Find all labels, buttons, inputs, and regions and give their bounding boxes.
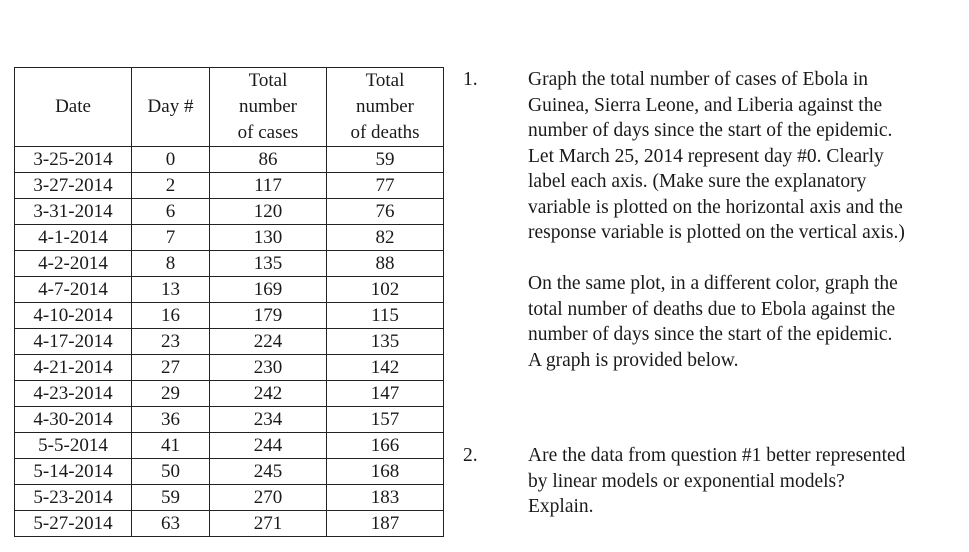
question-number: 2.: [463, 445, 478, 466]
question-line: variable is plotted on the horizontal axis and the: [528, 196, 903, 218]
cell-day: 8: [132, 251, 210, 277]
cell-deaths: 168: [327, 459, 444, 485]
cell-date: 4-1-2014: [15, 225, 132, 251]
cell-date: 4-23-2014: [15, 381, 132, 407]
cell-deaths: 142: [327, 355, 444, 381]
cell-day: 27: [132, 355, 210, 381]
table-row: [15, 251, 444, 277]
cell-cases: 224: [210, 329, 327, 355]
table-row: [15, 459, 444, 485]
cell-day: 50: [132, 459, 210, 485]
cell-date: 4-2-2014: [15, 251, 132, 277]
question-line: label each axis. (Make sure the explanatory: [528, 171, 867, 192]
cell-date: 4-10-2014: [15, 303, 132, 329]
cell-day: 6: [132, 199, 210, 225]
cell-date: 5-23-2014: [15, 485, 132, 511]
cell-cases: 86: [210, 147, 327, 173]
table-row: [15, 485, 444, 511]
cell-date: 3-27-2014: [15, 173, 132, 199]
cell-day: 2: [132, 173, 210, 199]
cell-day: 41: [132, 433, 210, 459]
cell-cases: 242: [210, 381, 327, 407]
question-number: 1.: [463, 69, 478, 90]
cell-date: 4-7-2014: [15, 277, 132, 303]
cell-day: 63: [132, 511, 210, 537]
cell-deaths: 187: [327, 511, 444, 537]
cell-cases: 234: [210, 407, 327, 433]
table-header-row: [15, 68, 444, 147]
table-row: [15, 407, 444, 433]
question-line: total number of deaths due to Ebola against the: [528, 298, 896, 320]
cell-deaths: 59: [327, 147, 444, 173]
cell-deaths: 76: [327, 199, 444, 225]
cell-day: 0: [132, 147, 210, 173]
question-line: response variable is plotted on the vertical axis.): [528, 222, 905, 243]
cell-day: 7: [132, 225, 210, 251]
cell-deaths: 88: [327, 251, 444, 277]
header-date: Date: [15, 68, 132, 147]
question-line: Let March 25, 2014 represent day #0. Clearly: [528, 145, 884, 167]
table-row: [15, 277, 444, 303]
question-line: Guinea, Sierra Leone, and Liberia against the: [528, 94, 883, 116]
cell-date: 3-25-2014: [15, 147, 132, 173]
cell-date: 3-31-2014: [15, 199, 132, 225]
question-1-text: [528, 67, 968, 373]
table-row: [15, 381, 444, 407]
header-day: Day #: [132, 68, 210, 147]
cell-date: 4-21-2014: [15, 355, 132, 381]
cell-cases: 179: [210, 303, 327, 329]
table-row: [15, 511, 444, 537]
table-row: [15, 173, 444, 199]
table-row: [15, 225, 444, 251]
cell-day: 29: [132, 381, 210, 407]
cell-deaths: 135: [327, 329, 444, 355]
cell-deaths: 77: [327, 173, 444, 199]
question-line: number of days since the start of the epidemic.: [528, 324, 893, 345]
cell-day: 13: [132, 277, 210, 303]
cell-deaths: 115: [327, 303, 444, 329]
question-line: number of days since the start of the epidemic.: [528, 120, 893, 141]
table-row: [15, 329, 444, 355]
question-line: Graph the total number of cases of Ebola in: [528, 69, 869, 90]
cell-date: 4-17-2014: [15, 329, 132, 355]
cell-day: 36: [132, 407, 210, 433]
question-2-text: [528, 443, 968, 520]
header-total-cases: Total number of cases: [210, 68, 327, 147]
cell-cases: 117: [210, 173, 327, 199]
cell-cases: 270: [210, 485, 327, 511]
cell-cases: 271: [210, 511, 327, 537]
cell-cases: 230: [210, 355, 327, 381]
cell-date: 5-14-2014: [15, 459, 132, 485]
cell-cases: 245: [210, 459, 327, 485]
cell-cases: 169: [210, 277, 327, 303]
cell-cases: 135: [210, 251, 327, 277]
header-total-deaths: Total number of deaths: [327, 68, 444, 147]
table-row: [15, 303, 444, 329]
table-row: [15, 147, 444, 173]
question-line: On the same plot, in a different color, graph the: [528, 273, 898, 294]
cell-deaths: 82: [327, 225, 444, 251]
table-row: [15, 433, 444, 459]
cell-cases: 244: [210, 433, 327, 459]
cell-date: 5-5-2014: [15, 433, 132, 459]
cell-deaths: 147: [327, 381, 444, 407]
question-line: Are the data from question #1 better represented: [528, 445, 906, 466]
question-line: by linear models or exponential models?: [528, 470, 845, 492]
cell-deaths: 166: [327, 433, 444, 459]
question-line: A graph is provided below.: [528, 349, 739, 371]
ebola-data-table: [14, 67, 444, 537]
cell-day: 16: [132, 303, 210, 329]
cell-deaths: 102: [327, 277, 444, 303]
table-row: [15, 199, 444, 225]
table-row: [15, 355, 444, 381]
cell-date: 4-30-2014: [15, 407, 132, 433]
cell-date: 5-27-2014: [15, 511, 132, 537]
cell-day: 23: [132, 329, 210, 355]
cell-deaths: 183: [327, 485, 444, 511]
cell-deaths: 157: [327, 407, 444, 433]
cell-cases: 130: [210, 225, 327, 251]
question-line: Explain.: [528, 496, 594, 517]
cell-day: 59: [132, 485, 210, 511]
cell-cases: 120: [210, 199, 327, 225]
